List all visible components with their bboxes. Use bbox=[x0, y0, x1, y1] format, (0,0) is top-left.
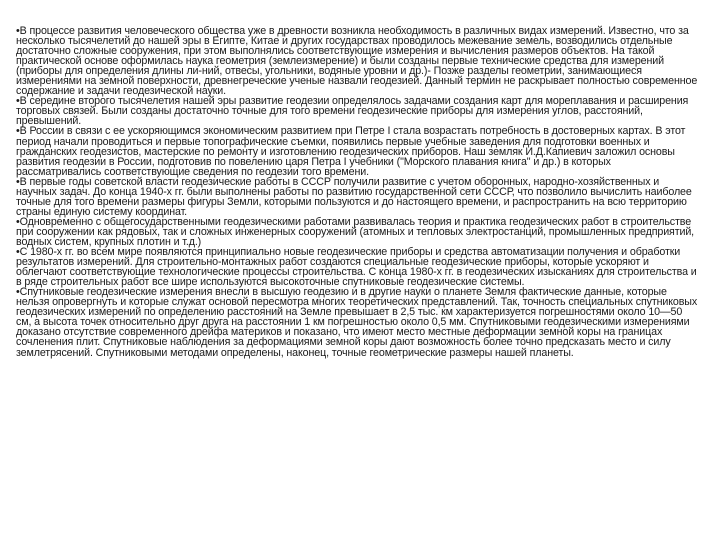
paragraph-ancient-origins: •В процессе развития человеческого общества уже в древности возникла необходимость в различных видах измерений. Известно, что за несколько тысячелетий до нашей эры в Египте, Китае и других государствах проводилось межевание земель, возводились отдельные достаточно сложные сооружения, при этом выполнялись соответствующие измерения и вычисления размеров объектов. На такой практической основе оформилась наука геометрия (землеизмерение) и были созданы первые технические средства для измерений (приборы для определения длины ли-ний, отвесы, угольники, водяные уровни и др.)- Позже разделы геометрии, занимающиеся измерениями на земной поверхности, древнегреческие ученые назвали геодезией. Данный термин не раскрывает полностью современное содержание и задачи геодезической науки. bbox=[16, 25, 698, 98]
paragraph-satellite-geodesy: •Спутниковые геодезические измерения внесли в высшую геодезию и в другие науки о планете Земля фактические данные, которые нельзя опровергнуть и которые служат основой пересмотра многих теоретических представлений. Так, точность специальных спутниковых геодезических измерений по определению расстояний на Земле превышает в 2,5 тыс. км характеризуется погрешностями около 10—50 см, а высота точек относительно друг друга на расстоянии 1 км погрешностью около 0,5 мм. Спутниковыми геодезическими измерениями доказано отсутствие современного дрейфа материков и показано, что имеют место местные деформации земной коры на границах сочленения плит. Спутниковые наблюдения за деформациями земной коры дают возможность более точно предсказать место и силу землетрясений. Спутниковыми методами определены, наконец, точные геометрические размеры нашей планеты. bbox=[16, 286, 698, 359]
paragraph-soviet-years: •В первые годы советской власти геодезические работы в СССР получили развитие с учетом оборонных, народно-хозяйственных и научных задач. До конца 1940-х гг. были выполнены работы по развитию государственной сети СССР, что позволило вычислить наиболее точные для того времени размеры фигуры Земли, которыми пользуются и до настоящего времени, и распространить на всю территорию страны единую систему координат. bbox=[16, 175, 692, 218]
paragraph-russia-peter: •В России в связи с ее ускоряющимся экономическим развитием при Петре I стала возрастать потребность в достоверных картах. В этот период начали проводиться и первые топографические съемки, появились первые учебные заведения для подготовки военных и гражданских геодезистов, мастерские по ремонту и изготовлению геодезических приборов. Наш земляк И.Д.Капиевич заложил основы развития геодезии в России, подготовив по повелению царя Петра I учебники ("Морского плавания книга" и др.) в которых рассматривались соответствующие сведения по геодезии того времени. bbox=[16, 125, 686, 178]
paragraph-1980s-automation: •С 1980-х гг. во всем мире появляются принципиально новые геодезические приборы и средства автоматизации получения и обработки результатов измерений. Для строительно-монтажных работ создаются специальные геодезические приборы, которые ускоряют и облегчают соответствующие технологические процессы строительства. С конца 1980-х гг. в геодезических изысканиях для строительства и в ряде строительных работ все шире используются высокоточные спутниковые геодезические системы. bbox=[16, 246, 697, 289]
paragraph-construction-geodesy: •Одновременно с общегосударственными геодезическими работами развивалась теория и практика геодезических работ в строительстве при сооружении как рядовых, так и сложных инженерных сооружений (атомных и тепловых электростанций, промышленных предприятий, водных систем, крупных плотин и т.д.) bbox=[16, 215, 695, 248]
paragraph-second-millennium: •В середине второго тысячелетия нашей эры развитие геодезии определялось задачами создания карт для мореплавания и расширения торговых связей. Были созданы достаточно точные для того времени геодезические приборы для измерения углов, расстояний, превышений. bbox=[16, 95, 689, 128]
